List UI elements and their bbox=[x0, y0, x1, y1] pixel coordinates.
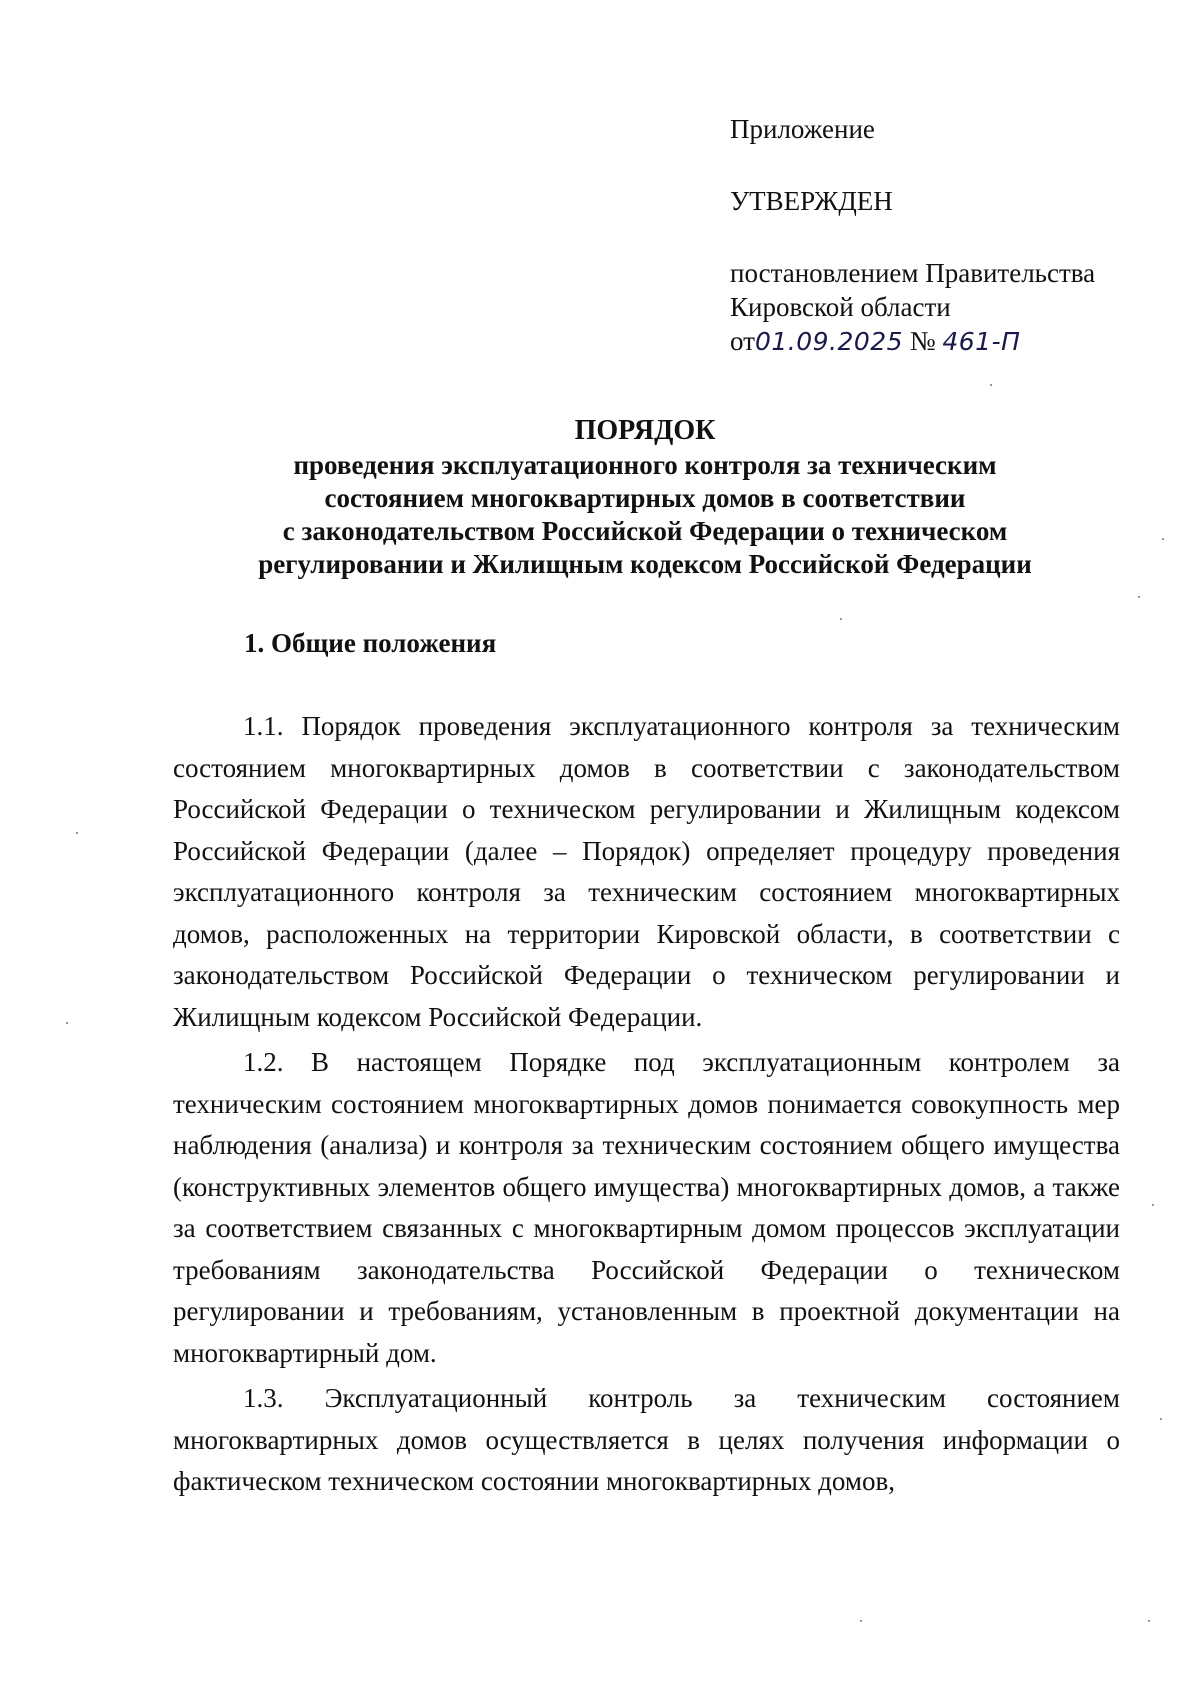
paragraph-1-3 bbox=[173, 1378, 1120, 1503]
paragraph-text: Порядок проведения эксплуатационного контроля за техническим состоянием многоквартирных домов в соответствии с законодательством Российской Федерации о техническом регулировании и Жилищным кодексом Российской Федерации (далее – Порядок) определяет процедуру проведения эксплуатационного контроля за техническим состоянием многоквартирных домов, расположенных на территории Кировской области, в соответствии с законодательством Российской Федерации о техническом регулировании и Жилищным кодексом Российской Федерации. bbox=[173, 711, 1120, 1032]
appendix-label: Приложение bbox=[730, 114, 875, 144]
scan-speck bbox=[840, 618, 842, 620]
paragraph-number: 1.1. bbox=[243, 711, 284, 741]
paragraph-1-1 bbox=[173, 706, 1120, 1038]
paragraph-text: Эксплуатационный контроль за техническим состоянием многоквартирных домов осуществляется в целях получения информации о фактическом техническом состоянии многоквартирных домов, bbox=[173, 1383, 1121, 1496]
title-line-4: регулировании и Жилищным кодексом Российской Федерации bbox=[258, 549, 1032, 579]
title-main: ПОРЯДОК bbox=[574, 415, 716, 446]
scan-speck bbox=[1138, 596, 1140, 598]
paragraph-1-2 bbox=[173, 1042, 1120, 1374]
title-line-1: проведения эксплуатационного контроля за техническим bbox=[293, 450, 997, 480]
document-title bbox=[170, 414, 1120, 581]
scan-speck bbox=[990, 384, 992, 386]
paragraph-number: 1.2. bbox=[243, 1047, 284, 1077]
section-body bbox=[173, 706, 1120, 1507]
scan-speck bbox=[1160, 1418, 1162, 1420]
from-prefix: от bbox=[730, 326, 755, 356]
scan-speck bbox=[1148, 1620, 1150, 1622]
paragraph-text: В настоящем Порядке под эксплуатационным контролем за техническим состоянием многоквартирных домов понимается совокупность мер наблюдения (анализа) и контроля за техническим состоянием общего имущества (конструктивных элементов общего имущества) многоквартирных домов, а также за соответствием связанных с многоквартирным домом процессов эксплуатации требованиям законодательства Российской Федерации о техническом регулировании и требованиям, установленным в проектной документации на многоквартирный дом. bbox=[173, 1047, 1120, 1368]
scan-speck bbox=[66, 1022, 68, 1024]
decree-date-number bbox=[730, 324, 1150, 359]
paragraph-number: 1.3. bbox=[243, 1383, 284, 1413]
title-line-3: с законодательством Российской Федерации о техническом bbox=[282, 516, 1008, 546]
scan-speck bbox=[76, 832, 78, 834]
approval-block bbox=[730, 112, 1150, 359]
decree-line-2: Кировской области bbox=[730, 292, 951, 322]
decree-line-1: постановлением Правительства bbox=[730, 258, 1096, 288]
handwritten-date: 01.09.2025 bbox=[754, 327, 904, 356]
scan-speck bbox=[1162, 538, 1164, 540]
handwritten-number: 461-П bbox=[942, 327, 1021, 356]
title-line-2: состоянием многоквартирных домов в соответствии bbox=[324, 483, 966, 513]
section-heading: 1. Общие положения bbox=[244, 628, 497, 658]
number-sign: № bbox=[909, 326, 936, 356]
scan-speck bbox=[860, 1620, 862, 1622]
approved-label: УТВЕРЖДЕН bbox=[730, 186, 893, 216]
scan-speck bbox=[1152, 1204, 1154, 1206]
